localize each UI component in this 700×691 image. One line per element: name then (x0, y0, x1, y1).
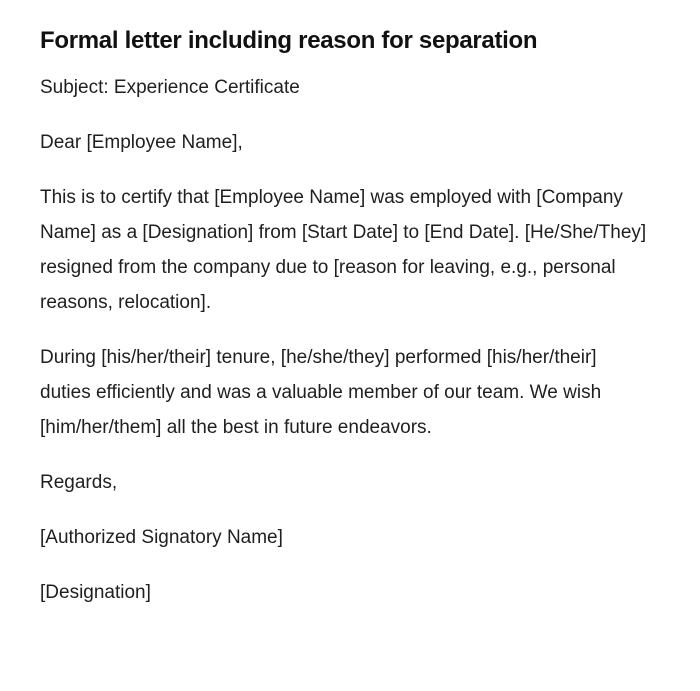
letter-signatory-name: [Authorized Signatory Name] (40, 527, 283, 548)
letter-body-paragraph-1: This is to certify that [Employee Name] was employed with [Company Name] as a [Designation] from [Start Date] to [End Date]. [He/She/They] resigned from the company due to [reason for leaving, e.g., personal reasons, relocation]. (40, 187, 647, 313)
letter-body-paragraph-2: During [his/her/their] tenure, [he/she/they] performed [his/her/their] duties efficiently and was a valuable member of our team. We wish [him/her/them] all the best in future endeavors. (40, 347, 602, 438)
letter-closing: Regards, (40, 472, 118, 493)
letter-salutation: Dear [Employee Name], (40, 132, 243, 153)
letter-title: Formal letter including reason for separation (40, 27, 538, 54)
letter-subject: Subject: Experience Certificate (40, 77, 300, 98)
letter-document (40, 24, 650, 610)
letter-signatory-designation: [Designation] (40, 582, 151, 603)
